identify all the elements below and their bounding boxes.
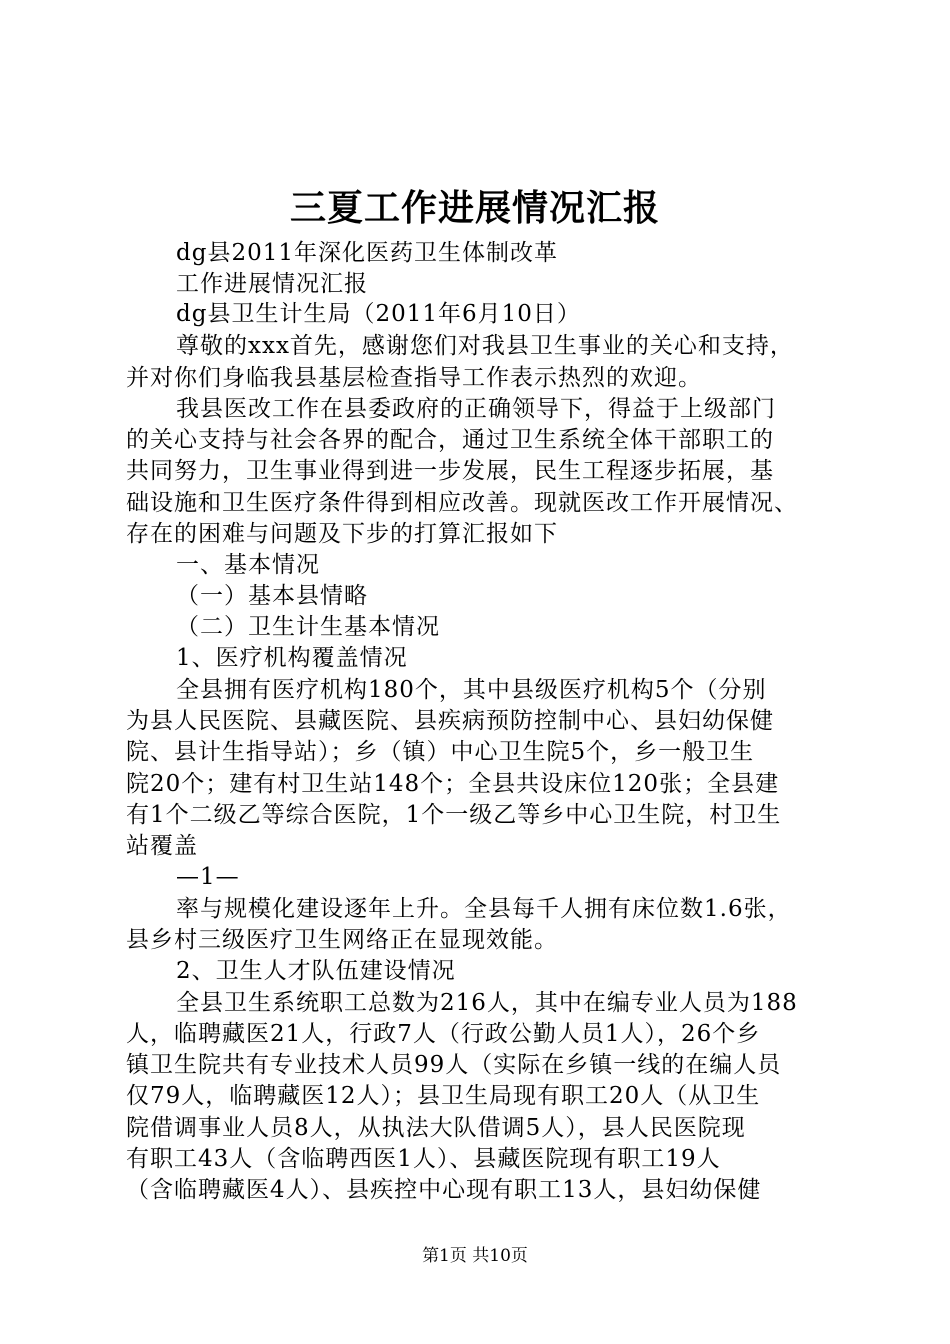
text-line: 全县卫生系统职工总数为216人，其中在编专业人员为188 [176, 990, 798, 1016]
text-line: 全县拥有医疗机构180个，其中县级医疗机构5个（分别 [176, 677, 767, 703]
text-line: 我县医改工作在县委政府的正确领导下，得益于上级部门 [176, 396, 776, 422]
text-line: dg县卫生计生局（2011年6月10日） [176, 301, 581, 327]
section-heading: 一、基本情况 [176, 552, 320, 578]
text-line: 率与规模化建设逐年上升。全县每千人拥有床位数1.6张， [176, 896, 792, 922]
text-line: 的关心支持与社会各界的配合，通过卫生系统全体干部职工的 [126, 427, 774, 453]
text-line: 县乡村三级医疗卫生网络正在显现效能。 [126, 927, 558, 953]
text-line: （含临聘藏医4人）、县疾控中心现有职工13人，县妇幼保健 [126, 1177, 762, 1203]
text-line: 院借调事业人员8人，从执法大队借调5人），县人民医院现 [126, 1115, 746, 1141]
text-line: 工作进展情况汇报 [176, 271, 368, 297]
page-marker: —1— [176, 864, 240, 890]
text-line: 仅79人，临聘藏医12人）；县卫生局现有职工20人（从卫生 [126, 1083, 761, 1109]
text-line: 并对你们身临我县基层检查指导工作表示热烈的欢迎。 [126, 365, 702, 391]
text-line: 院、县计生指导站）；乡（镇）中心卫生院5个，乡一般卫生 [126, 739, 755, 765]
text-line: 存在的困难与问题及下步的打算汇报如下 [126, 521, 558, 547]
text-line: 人，临聘藏医21人，行政7人（行政公勤人员1人），26个乡 [126, 1021, 761, 1047]
text-line: 有1个二级乙等综合医院，1个一级乙等乡中心卫生院，村卫生 [126, 802, 782, 828]
subsection-heading: 2、卫生人才队伍建设情况 [176, 958, 456, 984]
text-line: 镇卫生院共有专业技术人员99人（实际在乡镇一线的在编人员 [126, 1052, 782, 1078]
subsection-heading: 1、医疗机构覆盖情况 [176, 645, 408, 671]
text-line: dg县2011年深化医药卫生体制改革 [176, 240, 558, 266]
text-line: 共同努力，卫生事业得到进一步发展，民生工程逐步拓展，基 [126, 458, 774, 484]
document-title: 三夏工作进展情况汇报 [289, 187, 660, 229]
subsection-heading: （二）卫生计生基本情况 [176, 614, 440, 640]
subsection-heading: （一）基本县情略 [176, 583, 368, 609]
text-line: 院20个；建有村卫生站148个；全县共设床位120张；全县建 [126, 771, 780, 797]
text-line: 有职工43人（含临聘西医1人）、县藏医院现有职工19人 [126, 1146, 721, 1172]
text-line: 为县人民医院、县藏医院、县疾病预防控制中心、县妇幼保健 [126, 708, 774, 734]
text-line: 尊敬的xxx首先，感谢您们对我县卫生事业的关心和支持， [176, 333, 794, 359]
text-line: 站覆盖 [126, 833, 198, 859]
text-line: 础设施和卫生医疗条件得到相应改善。现就医改工作开展情况、 [126, 490, 798, 516]
page-footer: 第1页 共10页 [422, 1246, 528, 1266]
